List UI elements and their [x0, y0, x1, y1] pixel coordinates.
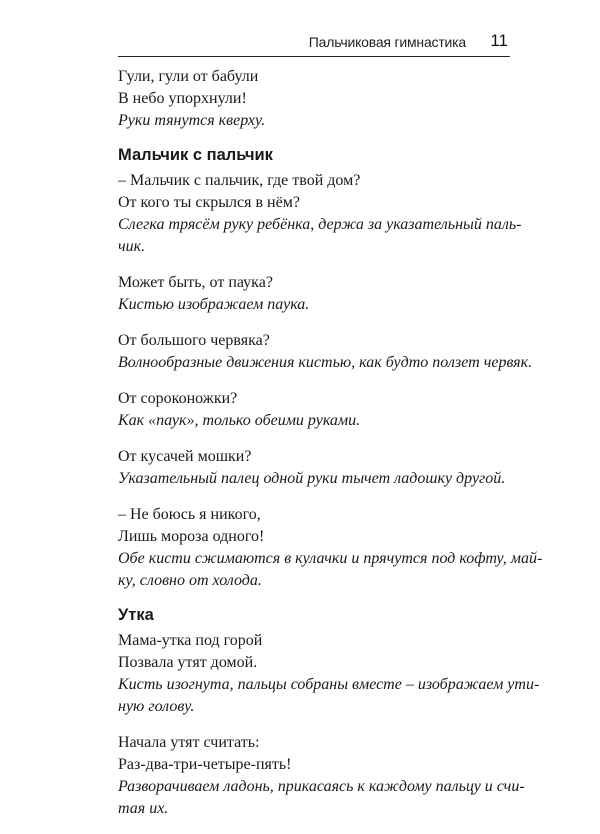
instruction-line: Волнообразные движения кистью, как будто ползет червяк. — [118, 354, 533, 371]
instruction-line: ную голову. — [118, 698, 195, 715]
page-number: 11 — [490, 31, 508, 50]
verse-line: Позвала утят домой. — [118, 654, 258, 671]
stanza — [118, 446, 510, 490]
section-heading-malchik: Мальчик с пальчик — [118, 146, 273, 164]
stanza — [118, 170, 522, 258]
instruction-line: ку, словно от холода. — [118, 572, 262, 589]
section-heading-utka: Утка — [118, 606, 154, 624]
instruction-line: Кистью изображаем паука. — [118, 296, 310, 313]
instruction-line: Кисть изогнута, пальцы собраны вместе – изображаем ути- — [118, 676, 540, 693]
running-header — [118, 26, 510, 57]
instruction-line: Обе кисти сжимаются в кулачки и прячутся под кофту, май- — [118, 550, 543, 567]
instruction-line: Слегка трясём руку ребёнка, держа за указательный паль- — [118, 216, 522, 233]
verse-line: Гули, гули от бабули — [118, 68, 259, 85]
stanza — [118, 272, 510, 316]
verse-line: В небо упорхнули! — [118, 90, 247, 107]
verse-line: От большого червяка? — [118, 332, 270, 349]
stanza — [118, 504, 543, 592]
verse-line: Лишь мороза одного! — [118, 528, 265, 545]
instruction-line: Руки тянутся кверху. — [118, 112, 266, 129]
page-body — [118, 66, 543, 834]
stanza — [118, 630, 540, 718]
instruction-line: Указательный палец одной руки тычет ладошку другой. — [118, 470, 506, 487]
verse-line: Может быть, от паука? — [118, 274, 273, 291]
verse-line: От кусачей мошки? — [118, 448, 252, 465]
stanza — [118, 732, 525, 820]
instruction-line: Разворачиваем ладонь, прикасаясь к каждому пальцу и счи- — [118, 778, 525, 795]
verse-line: Раз-два-три-четыре-пять! — [118, 756, 292, 773]
instruction-line: тая их. — [118, 800, 169, 817]
verse-line: Мама-утка под горой — [118, 632, 263, 649]
stanza — [118, 388, 510, 432]
stanza — [118, 330, 533, 374]
instruction-line: чик. — [118, 238, 146, 255]
instruction-line: Как «паук», только обеими руками. — [118, 412, 361, 429]
header-title: Пальчиковая гимнастика — [308, 34, 466, 50]
verse-line: – Мальчик с пальчик, где твой дом? — [118, 172, 361, 189]
intro-stanza — [118, 66, 510, 132]
verse-line: Начала утят считать: — [118, 734, 260, 751]
verse-line: От кого ты скрылся в нём? — [118, 194, 300, 211]
verse-line: – Не боюсь я никого, — [118, 506, 261, 523]
verse-line: От сороконожки? — [118, 390, 238, 407]
